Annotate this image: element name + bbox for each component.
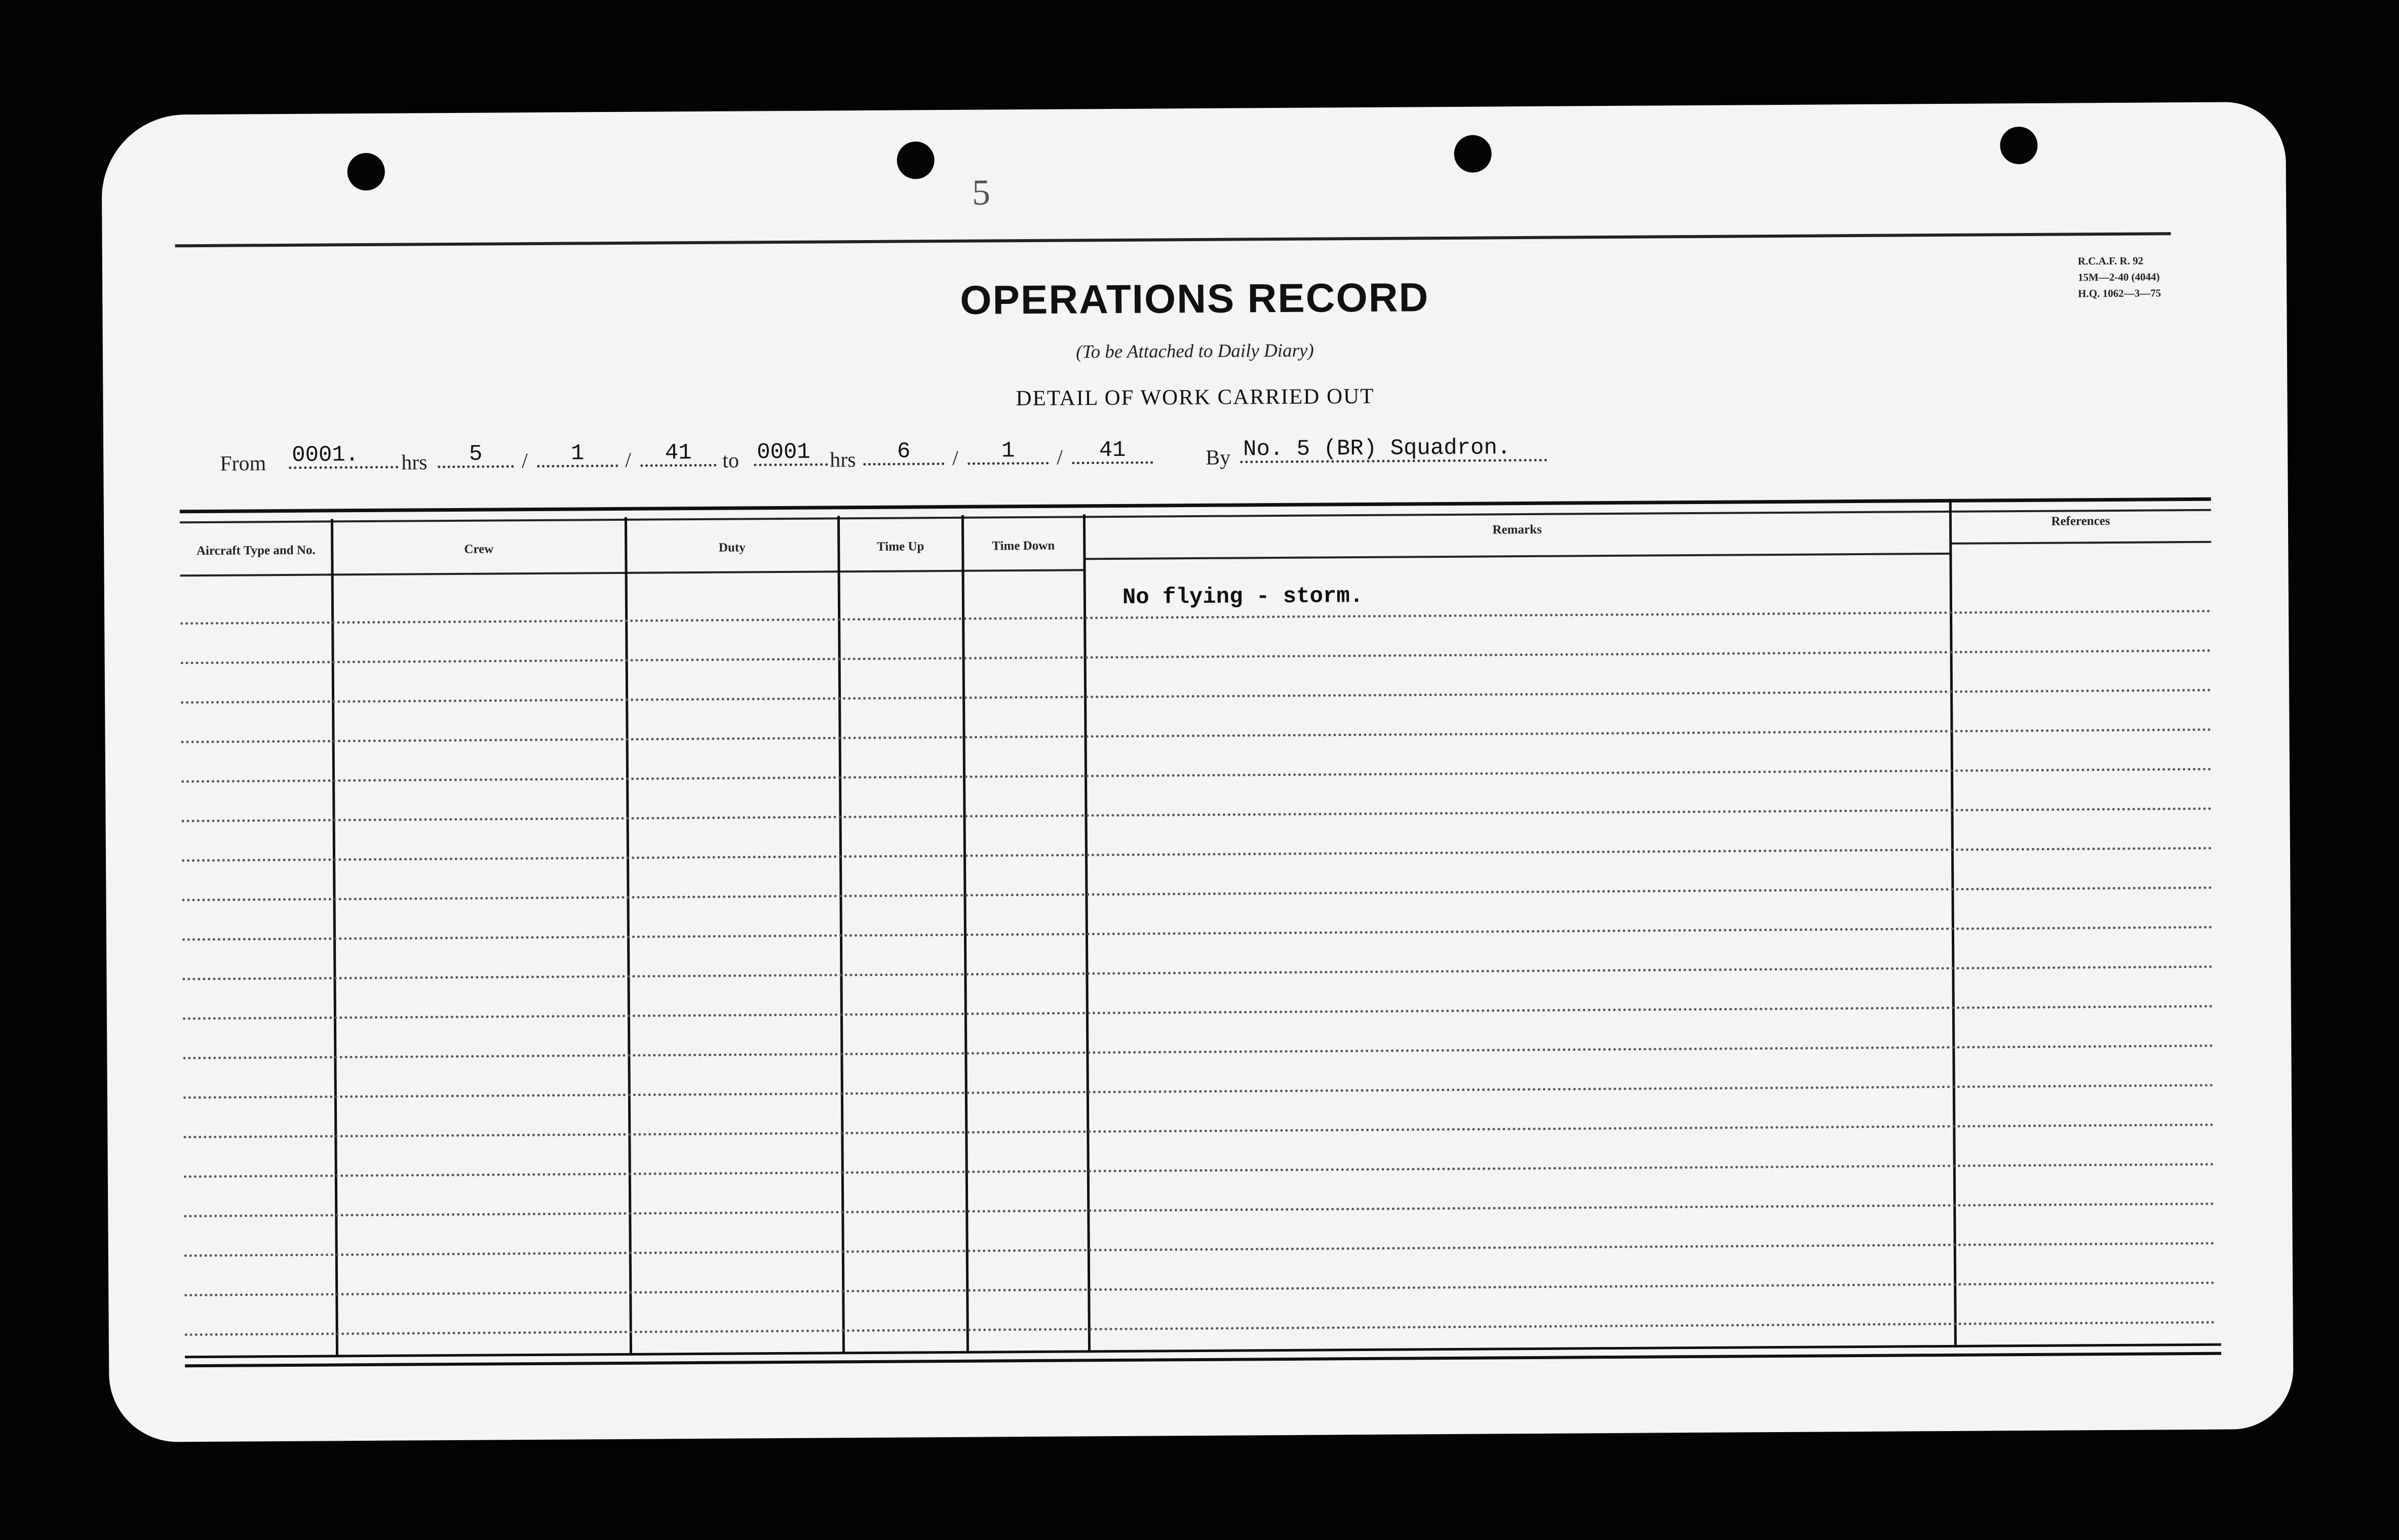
period-line: [103, 432, 2288, 486]
to-label: to: [722, 449, 740, 473]
from-year-field: 41: [640, 442, 716, 467]
from-day-field: 5: [438, 443, 514, 468]
date-slash: /: [522, 449, 528, 473]
form-title: OPERATIONS RECORD: [960, 275, 1429, 323]
table-row-line: [182, 887, 2213, 901]
by-label: By: [1206, 446, 1231, 470]
record-rows: [101, 102, 2286, 115]
table-row-line: [182, 966, 2214, 980]
unit-field: No. 5 (BR) Squadron.: [1240, 437, 1547, 464]
table-row-line: [181, 649, 2212, 664]
punch-hole: [897, 141, 934, 179]
form-code-line: R.C.A.F. R. 92: [2077, 254, 2144, 267]
table-row-line: [182, 926, 2214, 941]
column-header-duty: Duty: [718, 541, 746, 555]
table-row-line: [184, 1282, 2216, 1296]
column-header-time-down: Time Down: [992, 538, 1055, 553]
table-row-line: [183, 1005, 2214, 1020]
table-row-line: [184, 1163, 2215, 1178]
table-row-line: [183, 1045, 2214, 1059]
from-month-field: 1: [537, 442, 618, 468]
column-header-aircraft: Aircraft Type and No.: [196, 543, 316, 558]
operations-record-card: [101, 102, 2294, 1442]
column-header-remarks: Remarks: [1492, 522, 1542, 537]
top-rule: [175, 232, 2171, 247]
header-rule: [1084, 553, 1950, 560]
date-slash: /: [952, 446, 959, 470]
from-label: From: [220, 452, 266, 476]
form-subtitle: (To be Attached to Daily Diary): [1075, 340, 1314, 363]
date-slash: /: [625, 448, 632, 472]
date-slash: /: [1057, 446, 1063, 470]
header-rule: [1950, 541, 2211, 545]
table-row-line: [182, 847, 2213, 862]
hrs-label: hrs: [401, 451, 428, 475]
to-time-field: 0001: [754, 441, 828, 466]
table-top-rule: [180, 497, 2211, 523]
table-row-line: [182, 807, 2213, 822]
form-code-line: 15M—2-40 (4044): [2077, 271, 2160, 284]
hrs-label: hrs: [830, 448, 856, 472]
table-row-line: [181, 768, 2213, 783]
table-row-line: [181, 689, 2212, 704]
table-row-line: [184, 1203, 2215, 1217]
column-header-references: References: [2051, 514, 2110, 528]
table-row-line: [184, 1242, 2216, 1257]
to-month-field: 1: [968, 440, 1049, 465]
to-year-field: 41: [1072, 439, 1153, 465]
table-row-line: [183, 1124, 2215, 1138]
entry-remarks: No flying - storm.: [1122, 583, 1364, 610]
table-row-line: [180, 610, 2212, 625]
header-rule: [180, 569, 1085, 576]
table-row-line: [183, 1084, 2215, 1099]
to-day-field: 6: [863, 440, 944, 466]
form-code-line: H.Q. 1062—3—75: [2078, 287, 2161, 300]
punch-hole: [1454, 135, 1491, 172]
table-row-line: [185, 1321, 2216, 1336]
column-divider: [1949, 499, 1957, 1345]
table-bottom-rule: [185, 1343, 2221, 1368]
form-detail-heading: DETAIL OF WORK CARRIED OUT: [1016, 384, 1375, 411]
punch-hole: [2000, 127, 2037, 164]
punch-hole: [347, 153, 385, 190]
table-row-line: [181, 728, 2213, 743]
pencil-mark: 5: [972, 172, 991, 213]
from-time-field: 0001.: [289, 444, 398, 469]
column-header-crew: Crew: [464, 542, 494, 556]
column-header-time-up: Time Up: [877, 540, 924, 554]
